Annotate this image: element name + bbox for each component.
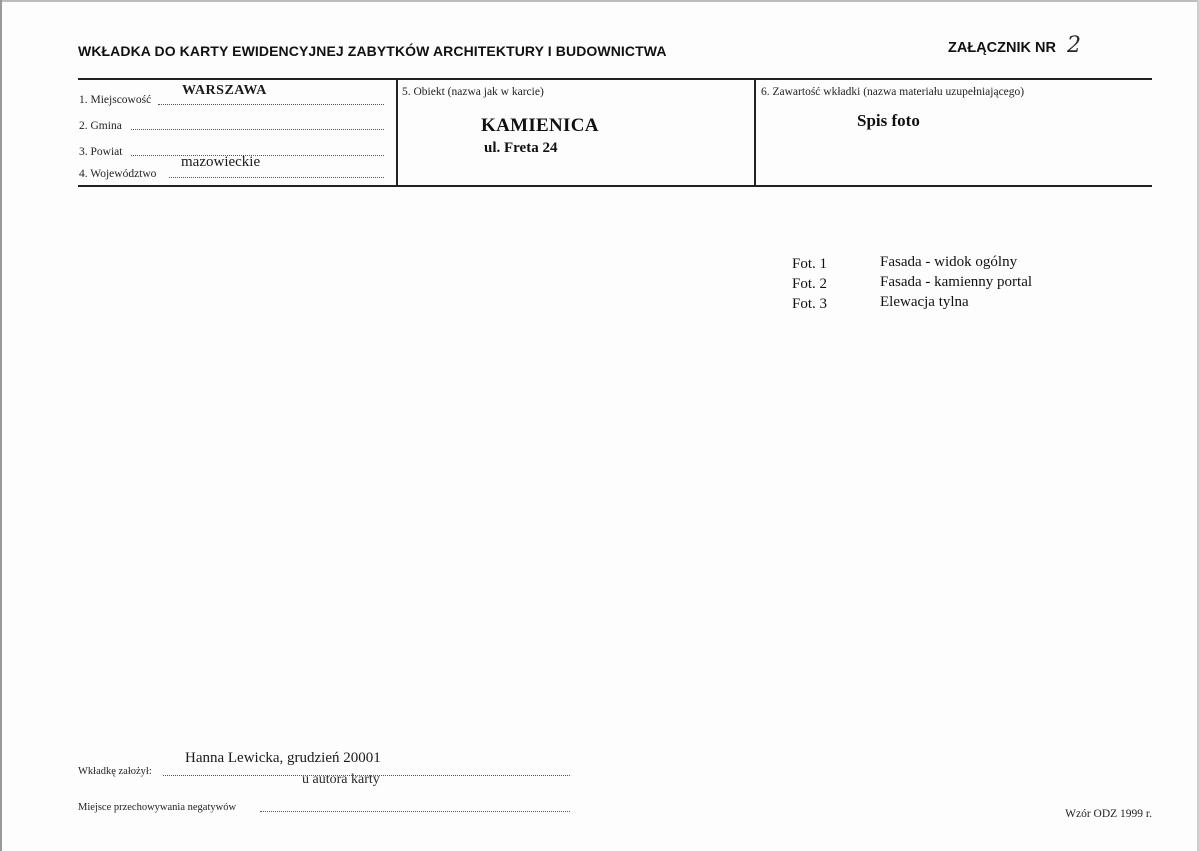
object-street: ul. Freta 24 — [484, 140, 558, 156]
voivodeship-value: mazowieckie — [181, 154, 261, 170]
column-divider-1 — [396, 78, 398, 186]
negatives-label: Miejsce przechowywania negatywów — [78, 802, 237, 813]
county-label: 3. Powiat — [79, 146, 123, 158]
voivodeship-label: 4. Województwo — [79, 168, 157, 180]
negatives-dots — [260, 811, 570, 812]
object-label: 5. Obiekt (nazwa jak w karcie) — [402, 86, 544, 98]
negatives-location-value: u autora karty — [302, 772, 380, 787]
annex-label: ZAŁĄCZNIK NR — [948, 40, 1056, 56]
contents-label: 6. Zawartość wkładki (nazwa materiału uzupełniającego) — [761, 86, 1025, 98]
voivodeship-dots — [169, 177, 384, 178]
contents-value: Spis foto — [857, 111, 920, 130]
locality-dots — [158, 104, 384, 105]
author-value: Hanna Lewicka, grudzień 20001 — [185, 750, 381, 766]
photo-description: Fasada - widok ogólny — [880, 254, 1018, 270]
photo-description: Elewacja tylna — [880, 294, 969, 310]
photo-number: Fot. 2 — [792, 276, 828, 292]
scan-edge-top — [0, 0, 1199, 2]
form-title: WKŁADKA DO KARTY EWIDENCYJNEJ ZABYTKÓW ARCHITEKTURY I BUDOWNICTWA — [78, 43, 667, 59]
photo-number: Fot. 1 — [792, 256, 828, 272]
annex-number: 2 — [1067, 33, 1081, 58]
table-bottom-rule — [78, 185, 1152, 187]
template-note: Wzór ODZ 1999 r. — [1065, 808, 1152, 820]
scan-edge-left — [0, 0, 2, 851]
commune-dots — [131, 129, 384, 130]
author-label: Wkładkę założył: — [78, 766, 152, 777]
commune-label: 2. Gmina — [79, 120, 122, 132]
locality-value: WARSZAWA — [182, 83, 267, 98]
object-name: KAMIENICA — [481, 115, 599, 136]
column-divider-2 — [754, 78, 756, 186]
table-top-rule — [78, 78, 1152, 80]
photo-description: Fasada - kamienny portal — [880, 274, 1033, 290]
photo-number: Fot. 3 — [792, 296, 828, 312]
locality-label: 1. Miejscowość — [79, 94, 152, 106]
